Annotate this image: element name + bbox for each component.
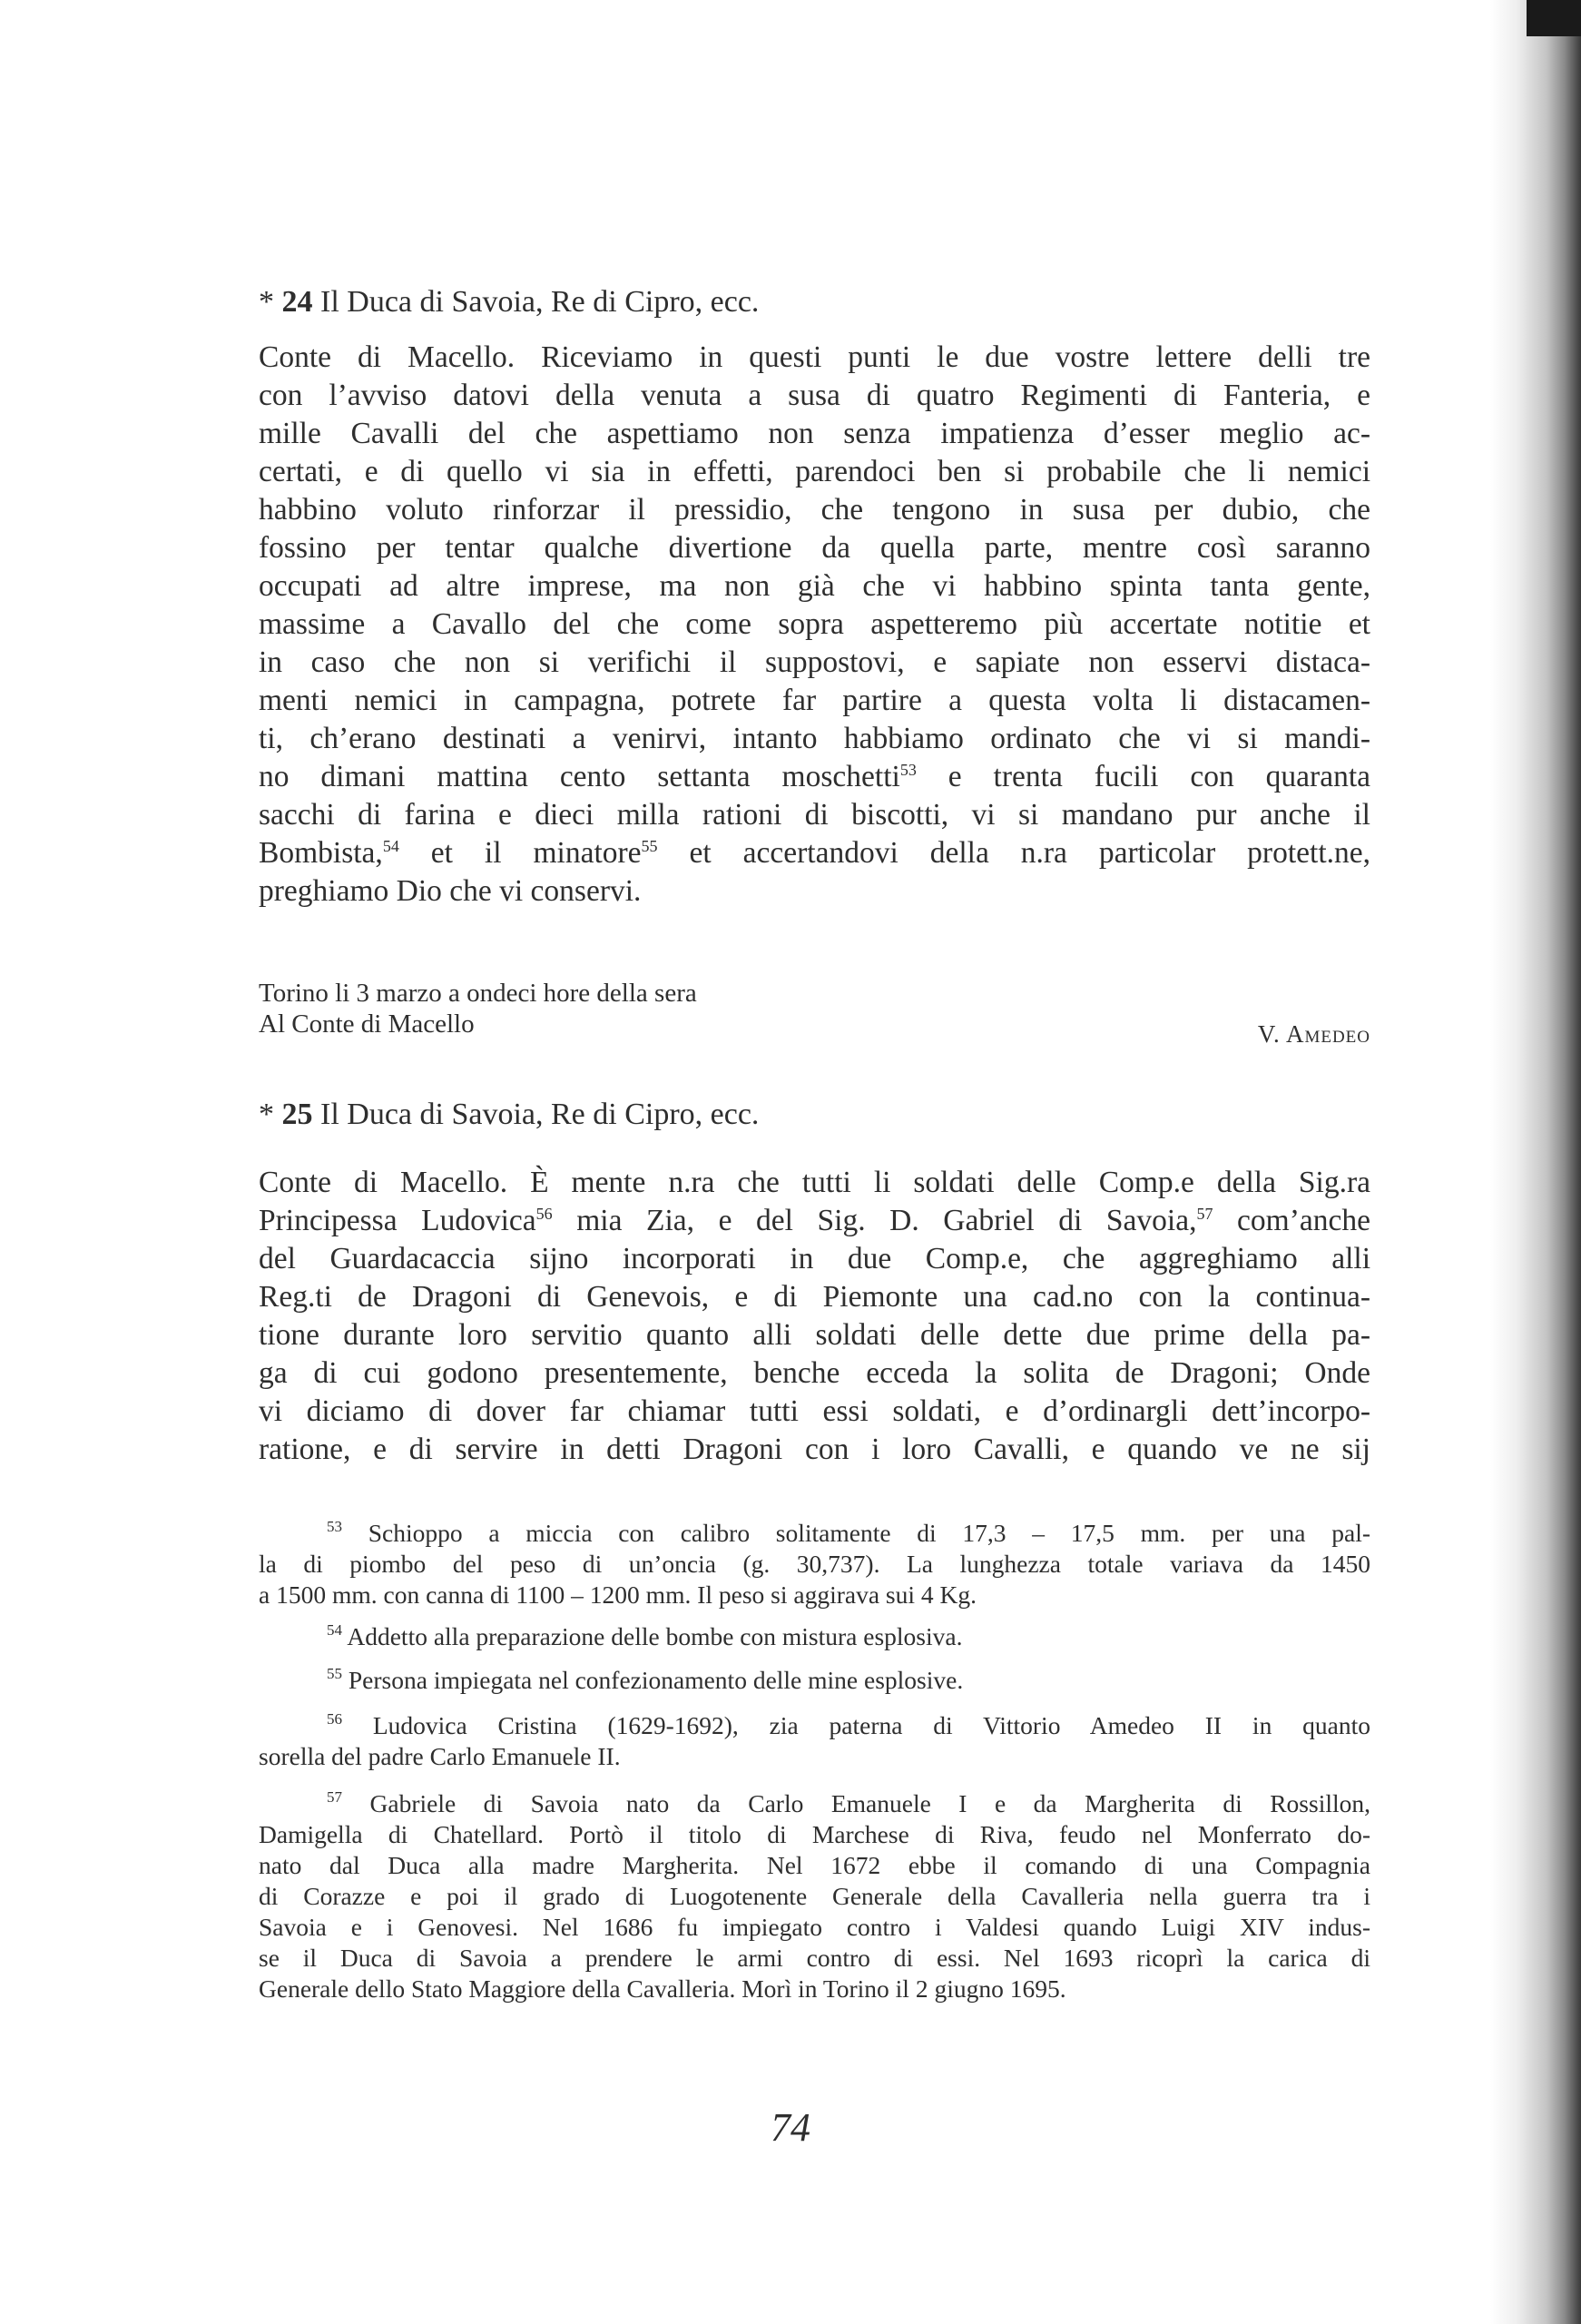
letter-title: Il Duca di Savoia, Re di Cipro, ecc. bbox=[312, 1098, 760, 1131]
letter-25-line-8: ratione, e di servire in detti Dragoni con i loro Cavalli, e quando ve ne sij bbox=[259, 1433, 1370, 1466]
line-text: et il minatore bbox=[398, 836, 642, 870]
line-text: et accertandovi della n.ra particolar protett.ne, bbox=[657, 836, 1370, 870]
letter-25-line-6: ga di cui godono presentemente, benche ecceda la solita de Dragoni; Onde bbox=[259, 1356, 1370, 1390]
letter-24-line-6: fossino per tentar qualche divertione da quella parte, mentre così saranno bbox=[259, 531, 1370, 565]
footnote-57-line-4: di Corazze e poi il grado di Luogotenente Generale della Cavalleria nella guerra tra i bbox=[259, 1882, 1370, 1910]
letter-24-line-7: occupati ad altre imprese, ma non già che vi habbino spinta tanta gente, bbox=[259, 569, 1370, 603]
letter-24-line-8: massime a Cavallo del che come sopra aspetteremo più accertate notitie et bbox=[259, 607, 1370, 641]
footnote-53-line-2: la di piombo del peso di un’oncia (g. 30,737). La lunghezza totale variava da 1450 bbox=[259, 1550, 1370, 1578]
footnote-53-line-3: a 1500 mm. con canna di 1100 – 1200 mm. Il peso si aggirava sui 4 Kg. bbox=[259, 1581, 977, 1609]
book-corner-shadow bbox=[1527, 0, 1581, 36]
page-number: 74 bbox=[771, 2105, 810, 2150]
footnote-ref-53: 53 bbox=[899, 761, 917, 779]
footnote-text: Ludovica Cristina (1629-1692), zia paterna di Vittorio Amedeo II in quanto bbox=[372, 1711, 1370, 1739]
letter-24-line-12 bbox=[259, 759, 1370, 795]
letter-25-line-2 bbox=[259, 1203, 1370, 1239]
line-text: mia Zia, e del Sig. D. Gabriel di Savoia, bbox=[552, 1204, 1197, 1237]
footnote-56-line-2: sorella del padre Carlo Emanuele II. bbox=[259, 1742, 621, 1770]
footnote-57-line-5: Savoia e i Genovesi. Nel 1686 fu impiegato contro i Valdesi quando Luigi XIV indus- bbox=[259, 1913, 1370, 1941]
letter-24-line-2: con l’avviso datovi della venuta a susa di quatro Regimenti di Fanteria, e bbox=[259, 379, 1370, 412]
footnote-ref-56: 56 bbox=[535, 1205, 553, 1223]
line-text: com’anche bbox=[1213, 1204, 1370, 1237]
footnote-57-line-6: se il Duca di Savoia a prendere le armi contro di essi. Nel 1693 ricoprì la carica di bbox=[259, 1944, 1370, 1972]
letter-25-line-7: vi diciamo di dover far chiamar tutti essi soldati, e d’ordinargli dett’incorpo- bbox=[259, 1394, 1370, 1428]
footnote-ref-55: 55 bbox=[641, 837, 658, 855]
letter-24-line-15: preghiamo Dio che vi conservi. bbox=[259, 874, 642, 908]
footnote-ref-57: 57 bbox=[1196, 1205, 1213, 1223]
footnote-57-line-3: nato dal Duca alla madre Margherita. Nel 1672 ebbe il comando di una Compagnia bbox=[259, 1851, 1370, 1879]
letter-24-line-9: in caso che non si verifichi il suppostovi, e sapiate non esservi distaca- bbox=[259, 645, 1370, 679]
book-spine-shadow bbox=[1490, 0, 1581, 2324]
letter-24-line-3: mille Cavalli del che aspettiamo non senza impatienza d’esser meglio ac- bbox=[259, 417, 1370, 450]
line-text: e trenta fucili con quaranta bbox=[916, 760, 1370, 793]
letter-25-line-4: Reg.ti de Dragoni di Genevois, e di Piemonte una cad.no con la continua- bbox=[259, 1280, 1370, 1314]
footnote-number: 57 bbox=[327, 1788, 342, 1806]
letter-24-line-4: certati, e di quello vi sia in effetti, parendoci ben si probabile che li nemici bbox=[259, 455, 1370, 488]
footnote-number: 54 bbox=[327, 1621, 342, 1639]
footnote-text: Schioppo a miccia con calibro solitamente di 17,3 – 17,5 mm. per una pal- bbox=[368, 1519, 1370, 1547]
letter-25-line-1: Conte di Macello. È mente n.ra che tutti li soldati delle Comp.e della Sig.ra bbox=[259, 1166, 1370, 1199]
line-text: Bombista, bbox=[259, 836, 383, 870]
footnote-text: Persona impiegata nel confezionamento delle mine esplosive. bbox=[348, 1666, 964, 1694]
letter-25-line-3: del Guardacaccia sijno incorporati in due Comp.e, che aggreghiamo alli bbox=[259, 1242, 1370, 1275]
letter-24-line-1: Conte di Macello. Riceviamo in questi punti le due vostre lettere delli tre bbox=[259, 340, 1370, 374]
heading-marker: * bbox=[259, 285, 282, 319]
letter-25-line-5: tione durante loro servitio quanto alli soldati delle dette due prime della pa- bbox=[259, 1318, 1370, 1352]
letter-title: Il Duca di Savoia, Re di Cipro, ecc. bbox=[312, 285, 760, 319]
letter-24-line-5: habbino voluto rinforzar il pressidio, che tengono in susa per dubio, che bbox=[259, 493, 1370, 527]
letter-24-line-10: menti nemici in campagna, potrete far partire a questa volta li distacamen- bbox=[259, 684, 1370, 717]
footnote-57-line-2: Damigella di Chatellard. Portò il titolo di Marchese di Riva, feudo nel Monferrato do- bbox=[259, 1820, 1370, 1848]
letter-24-line-14 bbox=[259, 835, 1370, 872]
footnote-57-line-1 bbox=[327, 1788, 1370, 1819]
footnote-ref-54: 54 bbox=[382, 837, 399, 855]
footnote-text: Gabriele di Savoia nato da Carlo Emanuele I e da Margherita di Rossillon, bbox=[369, 1789, 1370, 1817]
footnote-number: 55 bbox=[327, 1665, 342, 1682]
letter-24-heading bbox=[259, 284, 759, 320]
footnote-text: Addetto alla preparazione delle bombe con mistura esplosiva. bbox=[347, 1622, 963, 1650]
letter-number: 24 bbox=[281, 285, 313, 319]
footnote-57-line-7: Generale dello Stato Maggiore della Cavalleria. Morì in Torino il 2 giugno 1695. bbox=[259, 1974, 1066, 2003]
letter-24-line-11: ti, ch’erano destinati a venirvi, intanto habbiamo ordinato che vi si mandi- bbox=[259, 722, 1370, 755]
letter-number: 25 bbox=[281, 1098, 313, 1131]
footnote-number: 56 bbox=[327, 1710, 342, 1728]
footnote-54 bbox=[327, 1621, 1370, 1652]
letter-25-heading bbox=[259, 1097, 759, 1133]
footnote-56-line-1 bbox=[327, 1710, 1370, 1741]
letter-24-recipient: Al Conte di Macello bbox=[259, 1009, 475, 1039]
line-text: Principessa Ludovica bbox=[259, 1204, 536, 1237]
footnote-53-line-1 bbox=[327, 1518, 1370, 1549]
letter-24-line-13: sacchi di farina e dieci milla rationi di biscotti, vi si mandano pur anche il bbox=[259, 798, 1370, 832]
letter-24-place-date: Torino li 3 marzo a ondeci hore della sera bbox=[259, 979, 697, 1008]
footnote-number: 53 bbox=[327, 1518, 342, 1535]
line-text: no dimani mattina cento settanta moschetti bbox=[259, 760, 900, 793]
heading-marker: * bbox=[259, 1098, 282, 1131]
letter-24-signature: V. Amedeo bbox=[1257, 1020, 1370, 1048]
footnote-55 bbox=[327, 1665, 1370, 1696]
